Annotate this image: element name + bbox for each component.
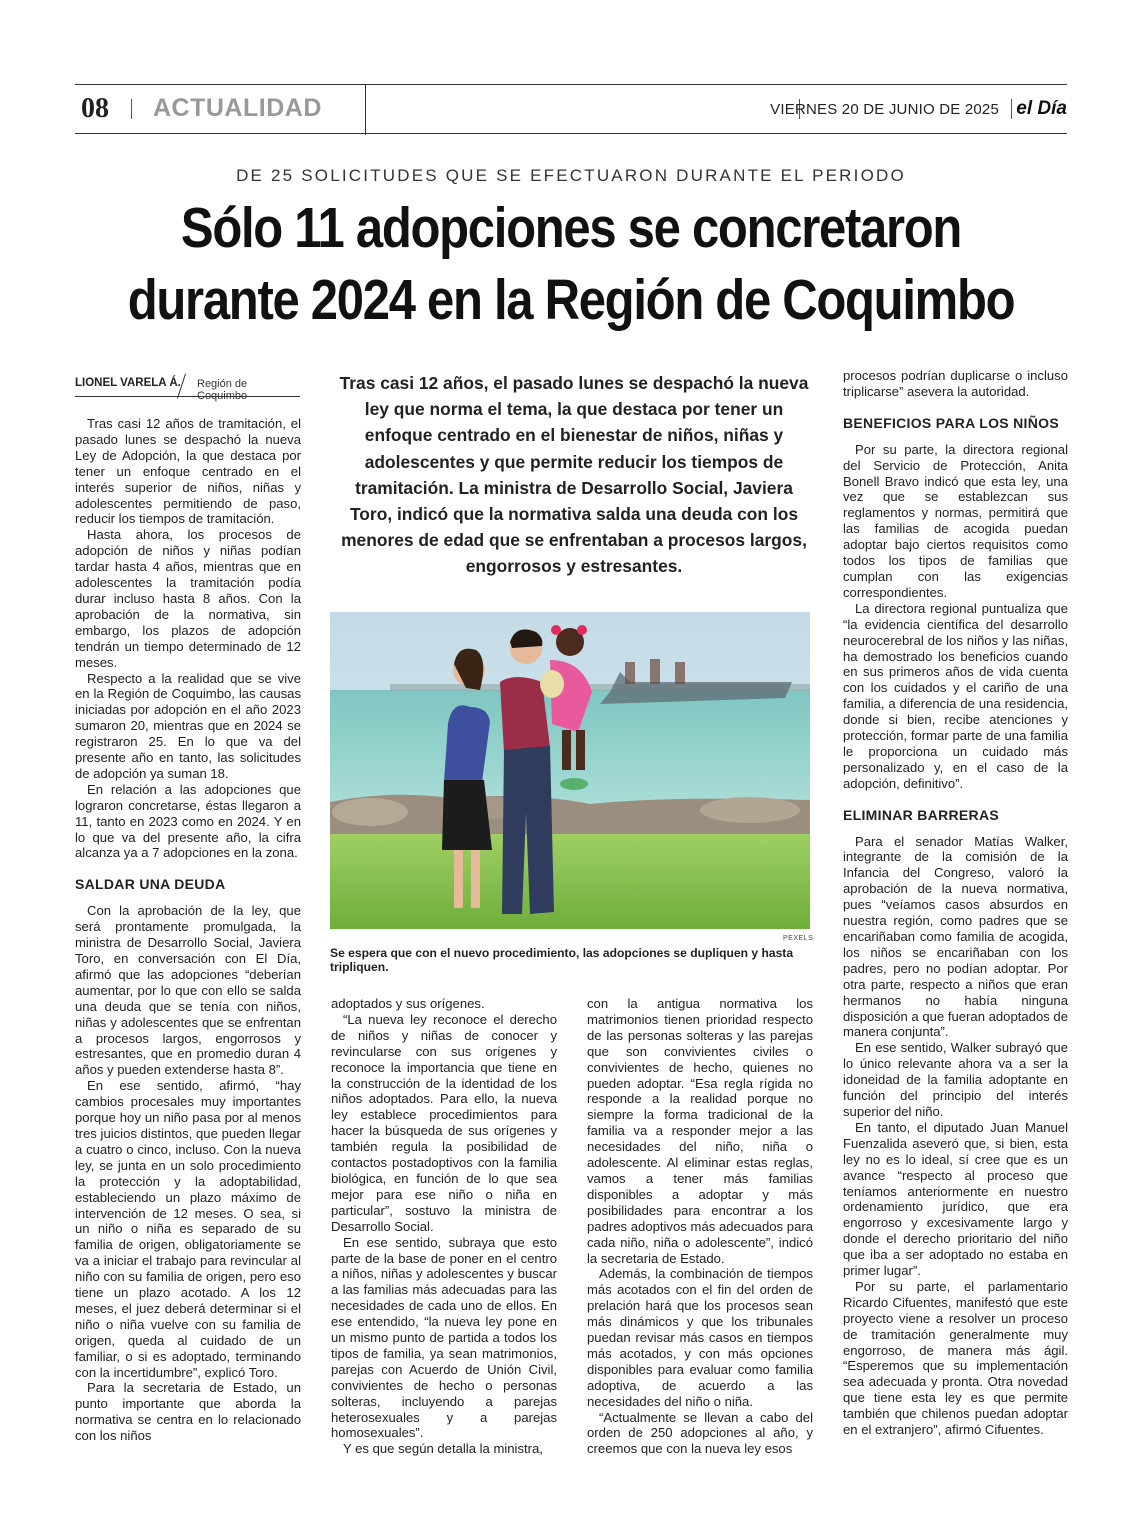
paragraph: con la antigua normativa los matrimonios tienen prioridad respecto de las personas solteras y las parejas que son convivientes civiles o convivientes de hecho, quienes no pueden adoptar. “Esa regla rígida no responde a la realidad porque no siempre la forma tradicional de la familia va a responder mejor a las necesidades del niño, niña o adolescente. Al eliminar estas reglas, vamos a tener más familias disponibles a adoptar y más posibilidades para encontrar a los padres adoptivos más adecuados para cada niño, niña o adolescente”, indicó la secretaria de Estado. [587, 996, 813, 1266]
paragraph: La directora regional puntualiza que “la evidencia científica del desarrollo neurocerebral de los niños y las niñas, ha demostrado los beneficios cuando en sus primeros años de vida cuenta con los cuidados y el cariño de una familia, a diferencia de una residencia, donde si bien, recibe atenciones y protección, formar parte de una familia le proporciona un cuidado más personalizado y, en el caso de la adopción, definitivo”. [843, 600, 1068, 791]
paragraph: En ese sentido, subraya que esto parte de la base de poner en el centro a niños, niñas y adolescentes y buscar a las familias más adecuadas para las necesidades de cada uno de ellos. En ese entendido, “la nueva ley pone en un mismo punto de partida a todos los tipos de familia, ya sean matrimonios, parejas con Acuerdo de Unión Civil, convivientes de hecho o personas solteras, incluyendo a parejas heterosexuales y a parejas homosexuales”. [331, 1234, 557, 1441]
article-photo [330, 612, 810, 929]
article-kicker: DE 25 SOLICITUDES QUE SE EFECTUARON DURANTE EL PERIODO [236, 166, 906, 185]
paragraph: Tras casi 12 años de tramitación, el pasado lunes se despachó la nueva Ley de Adopción, la que destaca por tener un enfoque centrado en el interés superior de niños, niñas y adolescentes permitiendo de paso, reducir los tiempos de tramitación. [75, 416, 301, 527]
issue-date: VIERNES 20 DE JUNIO DE 2025 [770, 101, 999, 118]
paragraph: “La nueva ley reconoce el derecho de niños y niñas de conocer y revincularse con sus orígenes y reconoce la importancia que tiene en la construcción de la identidad de los niños adoptados. Para ello, la nueva ley establece procedimientos para hacer la búsqueda de sus orígenes y también regula la posibilidad de contactos postadoptivos con la familia biológica, en función de lo que sea mejor para ese niño o niña en particular”, sostuvo la ministra de Desarrollo Social. [331, 1011, 557, 1234]
subheading-beneficios: BENEFICIOS PARA LOS NIÑOS [843, 414, 1059, 431]
byline-author: LIONEL VARELA Á. [75, 377, 181, 389]
paragraph: Para el senador Matías Walker, integrante de la comisión de la Infancia del Congreso, valoró la aprobación de la nueva normativa, pues “veíamos casos absurdos en nuestra región, como padres que se encariñaban como familia de acogida, los niños se encariñaban con los padres, pero no podían adoptar. Por otra parte, respecto a niños que eran hermanos no había ninguna disposición a que fueran adoptados de manera conjunta”. [843, 833, 1068, 1040]
paragraph: Además, la combinación de tiempos más acotados con el fin del orden de prelación hará que los procesos sean más dinámicos y que los tribunales puedan revisar más casos en tiempos más acotados, y con más opciones disponibles para evaluar como familia adoptiva, de acuerdo a las necesidades del niño o niña. [587, 1266, 813, 1409]
byline [75, 375, 300, 402]
paragraph: En ese sentido, Walker subrayó que lo único relevante ahora va a ser la idoneidad de la familia adoptante en función del principio del interés superior del niño. [843, 1040, 1068, 1119]
page-number: 08 [81, 93, 109, 124]
subheading-eliminar-barreras: ELIMINAR BARRERAS [843, 806, 999, 823]
paragraph: Por su parte, el parlamentario Ricardo Cifuentes, manifestó que este proyecto viene a resolver un proceso de tramitación generalmente muy engorroso, de manera más ágil. “Esperemos que su implementación sea adecuada y pronta. Otra novedad que tiene esta ley es que permite también que chilenos puedan adoptar en el extranjero”, afirmó Cifuentes. [843, 1278, 1068, 1438]
article-column-3 [587, 996, 813, 1457]
headline-line-1: Sólo 11 adopciones se concretaron [180, 196, 962, 260]
paragraph: En tanto, el diputado Juan Manuel Fuenzalida aseveró que, si bien, esta ley no es lo ideal, sí cree que es un avance “respecto al proceso que teníamos anteriormente en nuestro ordenamiento jurídico, que era engorroso y excesivamente largo y donde el derecho prioritario del niño que iba a ser adoptado no estaba en primer lugar”. [843, 1119, 1068, 1279]
article-headline [114, 192, 1027, 336]
paragraph: Con la aprobación de la ley, que será prontamente promulgada, la ministra de Desarrollo Social, Javiera Toro, en conversación con El Día, afirmó que las adopciones “deberían aumentar, por lo que con ello se salda una deuda que se tenía con niños, niñas y adolescentes que se enfrentan a procesos largos, engorrosos y estresantes, que en promedio duran 4 años y pueden extenderse hasta 8”. [75, 903, 301, 1078]
paragraph: “Actualmente se llevan a cabo del orden de 250 adopciones al año, y creemos que con la nueva ley esos [587, 1409, 813, 1457]
family-photo-illustration [330, 612, 810, 929]
photo-credit: PEXELS [783, 935, 814, 942]
newspaper-logo: el Día [1016, 98, 1067, 119]
article-column-1 [75, 416, 301, 1444]
paragraph: adoptados y sus orígenes. [331, 996, 485, 1011]
photo-caption: Se espera que con el nuevo procedimiento, las adopciones se dupliquen y hasta tripliquen. [330, 946, 794, 974]
paragraph: procesos podrían duplicarse o incluso triplicarse” asevera la autoridad. [843, 368, 1068, 399]
paragraph: En relación a las adopciones que lograron concretarse, éstas llegaron a 11, tanto en 2023 como en 2024. Y en lo que va del presente año, la cifra alcanza ya a 7 adopciones en la zona. [75, 781, 301, 861]
paragraph: Por su parte, la directora regional del Servicio de Protección, Anita Bonell Bravo indicó que esta ley, una vez que se establezcan sus reglamentos y normas, permitirá que las familias de acogida puedan adoptar bajo ciertos requisitos como todos los tipos de familias que cumplan con las exigencias correspondientes. [843, 441, 1068, 600]
page-header [75, 84, 1067, 134]
header-divider [365, 85, 366, 135]
article-lead: Tras casi 12 años, el pasado lunes se despachó la nueva ley que norma el tema, la que destaca por tener un enfoque centrado en el bienestar de niños, niñas y adolescentes y que permite reducir los tiempos de tramitación. La ministra de Desarrollo Social, Javiera Toro, indicó que la normativa salda una deuda con los menores de edad que se enfrentaban a procesos largos, engorrosos y estresantes. [339, 373, 809, 577]
paragraph: Respecto a la realidad que se vive en la Región de Coquimbo, las causas iniciadas por adopción en el año 2023 sumaron 20, mientras que en 2024 se registraron 25. En lo que va del presente año en tanto, las solicitudes de adopción ya suman 18. [75, 670, 301, 781]
brand-separator [1011, 99, 1012, 119]
subheading-saldar-una-deuda: SALDAR UNA DEUDA [75, 876, 226, 893]
paragraph: En ese sentido, afirmó, “hay cambios procesales muy importantes porque hoy un niño pasa por al menos tres juicios distintos, que pueden llegar a cuatro o cinco, incluso. Con la nueva ley, se junta en un solo procedimiento la protección y la adoptabilidad, estableciendo un plazo máximo de intervención de 12 meses. O sea, si un niño o niña es separado de su familia de origen, obligatoriamente se va a iniciar el trabajo para revincular al niño con su familia de origen, pero eso tiene un plazo acotado. A los 12 meses, el juez deberá determinar si el niño o niña vuelve con su familia de origen, queda al cuidado de un familiar, o si es adoptado, terminando con la incertidumbre”, explicó Toro. [75, 1078, 301, 1380]
section-name: ACTUALIDAD [153, 94, 322, 122]
headline-line-2: durante 2024 en la Región de Coquimbo [127, 268, 1015, 332]
article-column-2 [331, 996, 557, 1457]
paragraph: Y es que según detalla la ministra, [343, 1441, 543, 1457]
header-separator [131, 99, 132, 119]
paragraph: Para la secretaria de Estado, un punto importante que aborda la normativa se centra en lo relacionado con los niños [75, 1380, 301, 1444]
article-column-4 [843, 368, 1068, 1438]
paragraph: Hasta ahora, los procesos de adopción de niños y niñas podían tardar hasta 4 años, mientras que en adolescentes la tramitación podía durar incluso hasta 8 años. Con la aprobación de la normativa, sin embargo, los plazos de adopción tendrán un tiempo determinado de 12 meses. [75, 527, 301, 670]
byline-place: Región de Coquimbo [197, 378, 248, 402]
